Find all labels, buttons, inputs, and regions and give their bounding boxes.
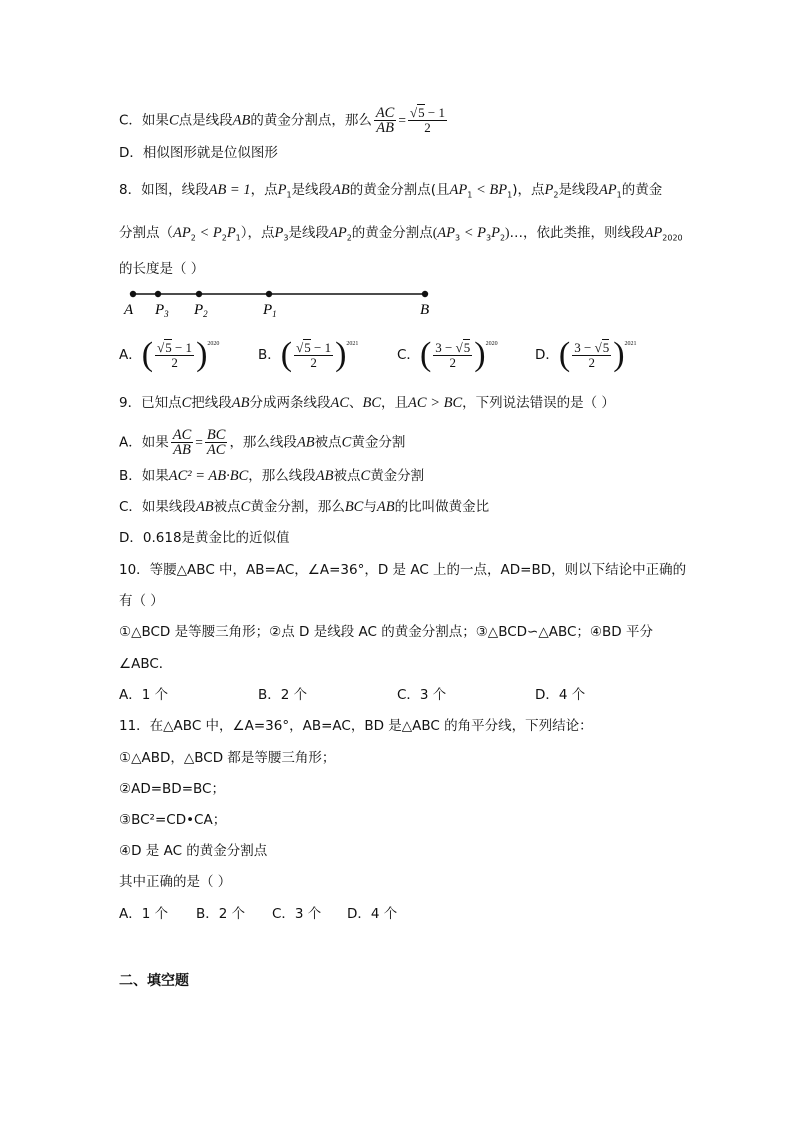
label-p2: $P_2$ [194, 302, 208, 319]
section-heading-fill-in: 二、填空题 [119, 973, 189, 989]
q11-conclusion-3: ③BC²=CD•CA； [119, 812, 227, 828]
label-b: B [420, 302, 430, 318]
q10-stem-line1: 10．等腰△ABC 中，AB=AC，∠A=36°，D 是 AC 上的一点，AD=BD，则以下结论中正确的 [119, 562, 687, 578]
label-a: A [124, 302, 134, 318]
q9-stem: 9．已知点C把线段AB分成两条线段AC、BC，且AC > BC，下列说法错误的是（ ） [119, 395, 615, 411]
q10-stem-line2: 有（ ） [119, 593, 164, 609]
segment-figure [115, 284, 445, 320]
point-p1 [266, 291, 272, 297]
q7-option-d: D．相似图形就是位似图形 [119, 145, 278, 161]
q10-conditions-line1: ①△BCD 是等腰三角形；②点 D 是线段 AC 的黄金分割点；③△BCD∽△ABC；④BD 平分 [119, 624, 653, 640]
q9-option-d: D．0.618是黄金比的近似值 [119, 530, 290, 546]
q8-stem-line3: 的长度是（ ） [119, 261, 205, 277]
q10-option-d: D．4 个 [535, 687, 586, 703]
q9-option-c: C．如果线段AB被点C黄金分割，那么BC与AB的比叫做黄金比 [119, 499, 490, 515]
label-p1: $P_1$ [263, 302, 277, 319]
q7-option-c: C．如果C点是线段AB的黄金分割点，那么 $\frac{AC}{AB}$ = $\frac{√5 - 1}{2}$ [119, 105, 445, 136]
point-p2 [196, 291, 202, 297]
q11-question: 其中正确的是（ ） [119, 874, 232, 890]
q8-option-b: B．( $\frac{√5 - 1}{2}$ )$^{2021}$ [258, 336, 359, 373]
q11-option-b: B．2 个 [196, 906, 246, 922]
fraction-ac-ab: $\frac{AC}{AB}$ [375, 105, 395, 136]
q10-option-a: A．1 个 [119, 687, 169, 703]
q8-stem-line2: 分割点$(AP_2 < P_2P_1)$，点$P_3$是线段$AP_2$的黄金分割点($AP_3$ < $P_3P_2)\dots$，依此类推，则线段$AP_{2020}$ [119, 225, 683, 243]
q10-option-c: C．3 个 [397, 687, 447, 703]
point-p3 [155, 291, 161, 297]
q11-stem: 11．在△ABC 中，∠A=36°，AB=AC，BD 是△ABC 的角平分线，下列结论： [119, 718, 593, 734]
q11-option-d: D．4 个 [347, 906, 398, 922]
point-b [422, 291, 428, 297]
q10-option-b: B．2 个 [258, 687, 308, 703]
label-p3: $P_3$ [155, 302, 169, 319]
point-a [130, 291, 136, 297]
q8-option-a: A．( $\frac{√5 - 1}{2}$ )$^{2020}$ [119, 336, 220, 373]
q11-conclusion-4: ④D 是 AC 的黄金分割点 [119, 843, 268, 859]
q11-option-c: C．3 个 [272, 906, 322, 922]
fraction-golden: $\frac{√5 - 1}{2}$ [409, 105, 445, 135]
q9-option-b: B．如果AC² = AB·BC，那么线段AB被点C黄金分割 [119, 468, 425, 484]
q11-option-a: A．1 个 [119, 906, 169, 922]
q9-option-a: A．如果 $\frac{AC}{AB}$ = $\frac{BC}{AC}$ ，那么线段AB被点C黄金分割 [119, 427, 406, 458]
q8-option-d: D．( $\frac{3 - √5}{2}$ )$^{2021}$ [535, 336, 637, 373]
q10-conditions-line2: ∠ABC． [119, 656, 173, 672]
q11-conclusion-1: ①△ABD，△BCD 都是等腰三角形； [119, 750, 336, 766]
q8-stem-line1: 8．如图，线段AB = 1，点$P_1$是线段AB的黄金分割点(且$AP_1 < BP_1$)，点$P_2$是线段$AP_1$的黄金 [119, 182, 663, 200]
q11-conclusion-2: ②AD=BD=BC； [119, 781, 225, 797]
q8-option-c: C．( $\frac{3 - √5}{2}$ )$^{2020}$ [397, 336, 498, 373]
